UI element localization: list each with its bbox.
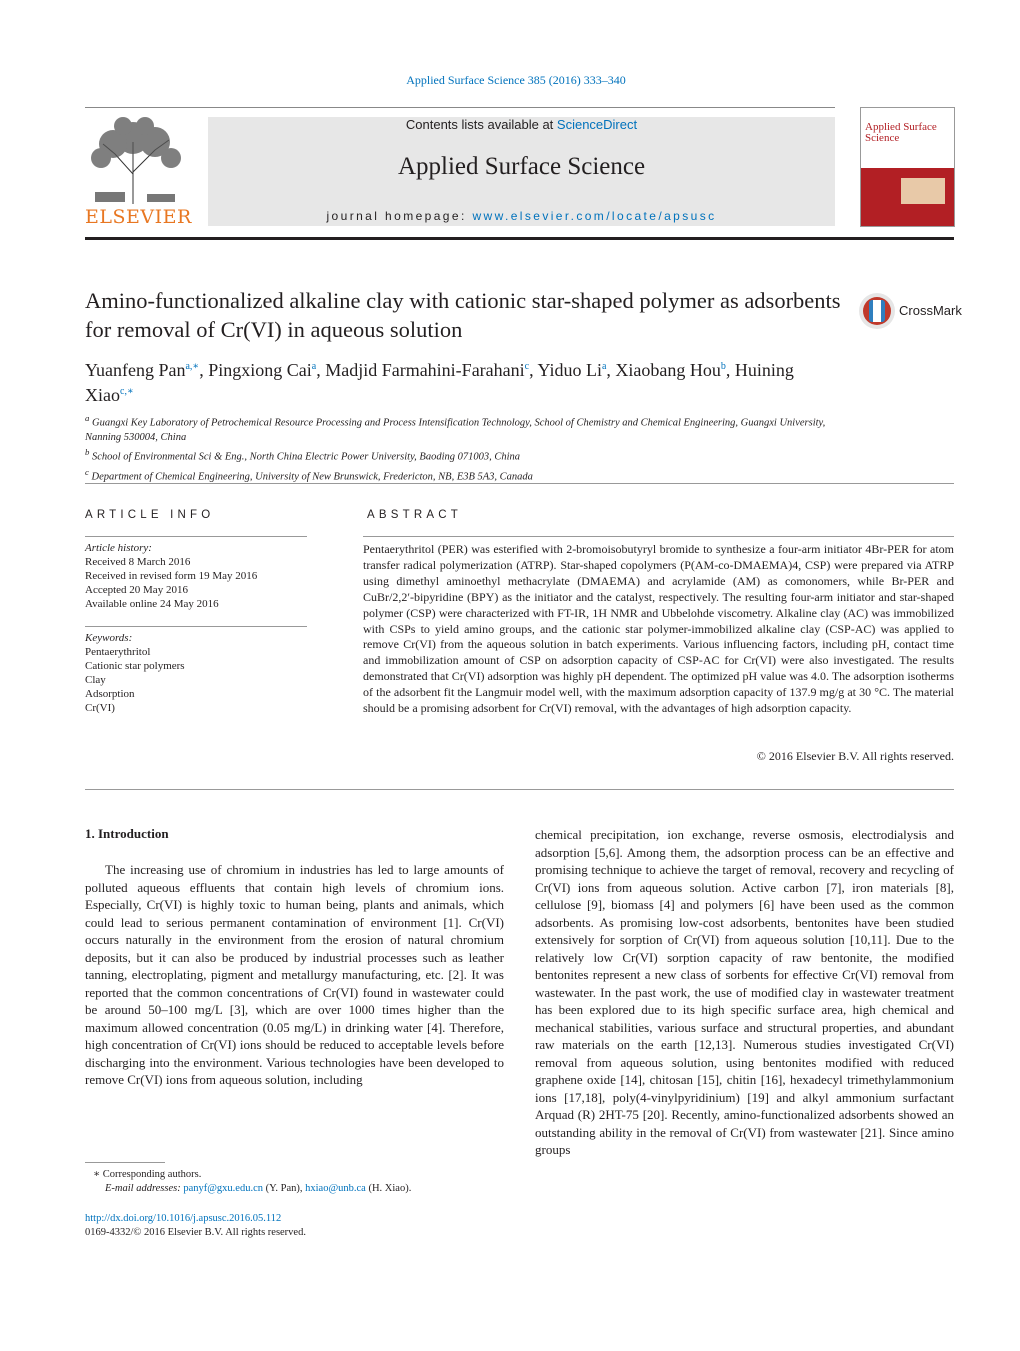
- author-name[interactable]: Yuanfeng Pan: [85, 360, 186, 380]
- journal-title: Applied Surface Science: [397, 153, 646, 180]
- author-name[interactable]: Xiaobang Hou: [615, 360, 721, 380]
- article-history: [85, 541, 307, 611]
- author-affil-marker[interactable]: a: [601, 361, 607, 372]
- keyword: Clay: [85, 674, 106, 686]
- email-label: E-mail addresses:: [105, 1183, 184, 1194]
- history-item: Accepted 20 May 2016: [85, 584, 188, 596]
- abstract-bottom-rule: [85, 789, 954, 790]
- affiliation: [85, 445, 845, 465]
- author-name[interactable]: Pingxiong Cai: [208, 360, 312, 380]
- journal-cover-thumbnail[interactable]: [860, 107, 955, 227]
- crossmark-label: CrossMark: [899, 303, 962, 318]
- abstract-heading: ABSTRACT: [367, 509, 462, 521]
- section-heading-introduction: 1. Introduction: [85, 826, 169, 841]
- affiliation-marker: c: [85, 467, 89, 478]
- abstract-rule: [363, 536, 954, 537]
- corresponding-footnote: ∗ Corresponding authors.: [93, 1169, 202, 1180]
- issn-copyright: 0169-4332/© 2016 Elsevier B.V. All rights reserved.: [85, 1227, 306, 1238]
- affiliation-text: School of Environmental Sci & Eng., North China Electric Power University, Baoding 071003, China: [92, 451, 521, 463]
- email-link[interactable]: panyf@gxu.edu.cn: [183, 1183, 264, 1194]
- author-name[interactable]: Madjid Farmahini-Farahani: [325, 360, 525, 380]
- affiliation-text: Department of Chemical Engineering, University of New Brunswick, Fredericton, NB, E3B 5A3, Canada: [91, 471, 533, 483]
- author-affil-marker[interactable]: a: [311, 361, 317, 372]
- author-affil-marker[interactable]: a,∗: [185, 361, 200, 372]
- keyword: Cr(VI): [85, 702, 115, 714]
- abstract-text: Pentaerythritol (PER) was esterified with 2-bromoisobutyryl bromide to synthesize a four-arm initiator 4Br-PER for atom transfer radical polymerization (ATRP). Star-shaped copolymers (P(AM-co-DMAEMA)4, CSP) were prepared via ATRP using dimethyl aminoethyl methacrylate (DMAEMA) and acrylamide (AM) as comonomers, while Br-PER and CuBr/2,2′-bipyridine (BPY) as the initiator and the catalyst, respectively. The resulting four-arm initiator and star-shaped polymer (CSP) were characterized with FT-IR, 1H NMR and Ubbelohde viscometry. Alkaline clay (AC) was immobilized with CSPs to yield amino groups, and the cationic star polymer-immobilized alkaline clay (CSP-AC) was applied to remove Cr(VI) from the aqueous solution in batch experiments. Various influencing factors, including pH, contact time and immobilization amount of CSP on adsorption capacity of CSP-AC for Cr(VI) were also investigated. The results demonstrated that Cr(VI) adsorption was highly pH dependent. The optimized pH value was 4.0. The adsorption isotherms of the adsorbent fit the Langmuir model well, with the maximum adsorption capacity of 137.9 mg/g at 30 °C. The material should be a promising adsorbent for Cr(VI) removal, with the advantages of high adsorption capacity.: [363, 542, 954, 716]
- journal-homepage: [208, 209, 835, 223]
- affiliation-marker: b: [85, 447, 90, 458]
- sciencedirect-link[interactable]: ScienceDirect: [556, 117, 638, 132]
- affiliations: [85, 411, 845, 485]
- journal-reference[interactable]: Applied Surface Science 385 (2016) 333–340: [406, 73, 626, 87]
- affiliation-text: Guangxi Key Laboratory of Petrochemical Resource Processing and Process Intensification Technology, School of Chemistry and Chemical Engineering, Guangxi University, Nanning 530004, China: [85, 417, 826, 443]
- history-item: Available online 24 May 2016: [85, 598, 219, 610]
- history-item: Received 8 March 2016: [85, 556, 191, 568]
- affiliation: [85, 411, 845, 445]
- keywords-rule: [85, 626, 307, 627]
- publisher-name: ELSEVIER: [85, 206, 192, 228]
- header-bottom-rule: [85, 237, 954, 240]
- article-info-rule: [85, 536, 307, 537]
- homepage-prefix: journal homepage:: [326, 209, 473, 223]
- keywords-label: Keywords:: [85, 632, 133, 644]
- footnote-rule: [85, 1162, 165, 1163]
- email-owner: (Y. Pan),: [263, 1183, 306, 1194]
- crossmark-icon: [858, 292, 896, 330]
- author-affil-marker[interactable]: b: [720, 361, 726, 372]
- contents-line: [208, 117, 835, 132]
- homepage-link[interactable]: www.elsevier.com/locate/apsusc: [472, 209, 717, 223]
- paper-title: Amino-functionalized alkaline clay with cationic star-shaped polymer as adsorbents for removal of Cr(VI) in aqueous solution: [85, 288, 841, 342]
- body-column-left: The increasing use of chromium in industries has led to large amounts of polluted aqueous effluents that contain high levels of chromium ions. Especially, Cr(VI) is highly toxic to human being, plants and animals, which could lead to serious permanent contamination of environment [1]. Cr(VI) occurs naturally in the environment from the erosion of natural chromium deposits, but it can also be produced by industrial processes such as leather tanning, electroplating, pigment and metallurgy manufacturing, etc. [2]. It was reported that the common concentrations of Cr(VI) found in wastewater could be around 50–100 mg/L [3], which are over 1000 times higher than the maximum allowed concentration (0.05 mg/L) in drinking water [4]. Therefore, high concentration of Cr(VI) ions should be reduced to acceptable levels before discharging into the environment. Various technologies have been developed to remove Cr(VI) ions from aqueous solution, including: [85, 862, 504, 1087]
- keyword: Adsorption: [85, 688, 135, 700]
- author-affil-marker[interactable]: c: [524, 361, 530, 372]
- email-owner: (H. Xiao).: [365, 1183, 412, 1194]
- abstract-copyright: © 2016 Elsevier B.V. All rights reserved.: [756, 749, 954, 763]
- header-top-rule: [85, 107, 835, 108]
- author-affil-marker[interactable]: c,∗: [120, 386, 134, 397]
- body-column-right: chemical precipitation, ion exchange, reverse osmosis, electrodialysis and adsorption [5,6]. Among them, the adsorption process can be an effective and promising technique to achieve the target of removal, recovery and recycling of Cr(VI) ions from aqueous solution. Active carbon [7], iron materials [8], cellulose [9], biomass [4] and polymers [6] have been used as the common adsorbents. As promising low-cost adsorbents, bentonites have been studied extensively for sorption of Cr(VI) from aqueous solution [10,11]. Due to the relatively low Cr(VI) sorption capacity of raw bentonite, the modified bentonites represent a new class of sorbents for effective Cr(VI) removal from wastewater. In the past work, the use of modified clay in wastewater treatment has been explored due to its high specific surface area, high chemical and mechanical stabilities, various surface and structural properties, and abundant raw materials on the earth [12,13]. Numerous studies investigated Cr(VI) removal from aqueous solution, using bentonites modified with reduced graphene oxide [14], chitosan [15], chitin [16], hexadecyl trimethylammonium ions [17,18], poly(4-vinylpyridinium) [19] and alkyl ammonium surfactant Arquad (R) 2HT-75 [20]. Recently, amino-functionalized adsorbents showed an outstanding ability in the removal of Cr(VI) from wastewater [21]. Since amino groups: [535, 827, 954, 1157]
- doi-link[interactable]: http://dx.doi.org/10.1016/j.apsusc.2016.05.112: [85, 1213, 282, 1224]
- affiliation-marker: a: [85, 413, 90, 423]
- author-name[interactable]: Yiduo Li: [537, 360, 602, 380]
- article-info-heading: ARTICLE INFO: [85, 509, 215, 521]
- cover-band: [861, 168, 954, 226]
- cover-title: Applied Surface Science: [865, 121, 937, 144]
- title-block-rule: [85, 483, 954, 484]
- keywords: [85, 631, 307, 715]
- author-list: Yuanfeng Pan$^{a,∗}$, Pingxiong Cai$^a$, Madjid Farmahini-Farahani$^c$, Yiduo Li$^a$, Xiaobang Hou$^b$, Huining Xiao$^{c,∗}$: [85, 360, 794, 405]
- email-footnote: [105, 1182, 505, 1196]
- history-label: Article history:: [85, 542, 152, 554]
- history-item: Received in revised form 19 May 2016: [85, 570, 258, 582]
- keyword: Cationic star polymers: [85, 660, 185, 672]
- keyword: Pentaerythritol: [85, 646, 151, 658]
- cover-figure: [901, 178, 945, 204]
- author-name[interactable]: Huining Xiao: [85, 360, 794, 405]
- email-link[interactable]: hxiao@unb.ca: [305, 1183, 366, 1194]
- contents-prefix: Contents lists available at: [405, 117, 557, 132]
